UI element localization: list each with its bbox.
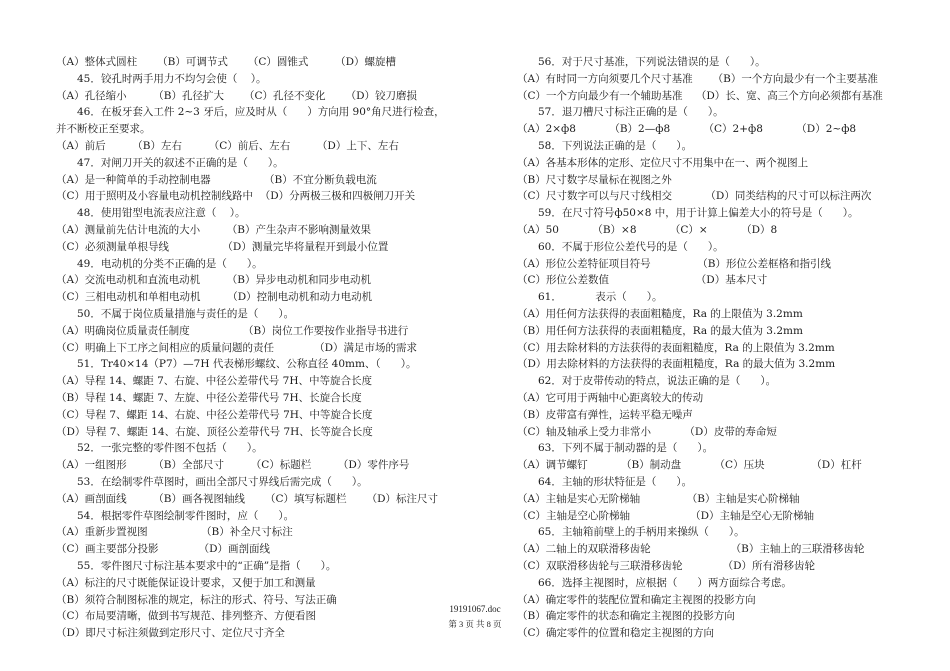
answer-options: （A）一组图形 （B）全部尺寸 （C）标题栏 （D）零件序号: [56, 459, 410, 472]
answer-options: （B）导程 14、螺距 7、左旋、中径公差带代号 7H、长旋合长度: [56, 391, 362, 404]
footer-filename: 19191067.doc: [449, 604, 501, 614]
answer-options: （B）皮带富有弹性，运转平稳无噪声: [517, 408, 693, 421]
question-stem: 60．不属于形位公差代号的是（ ）。: [538, 240, 724, 253]
answer-options: （A）是一种简单的手动控制电器 （B）不宜分断负载电流: [56, 173, 377, 186]
question-stem: 66．选择主视图时，应根据（ ）两方面综合考虑。: [538, 576, 792, 589]
answer-options: （A）孔径缩小 （B）孔径扩大 （C）孔径不变化 （D）铰刀磨损: [56, 89, 418, 102]
question-stem: 51．Tr40×14（P7）—7H 代表梯形螺纹、公称直径 40mm、（ ）。: [77, 358, 417, 371]
answer-options: （A）确定零件的装配位置和确定主视图的投影方向: [517, 593, 756, 606]
question-stem: 64．主轴的形状特征是（ ）。: [538, 475, 693, 488]
right-column: [517, 54, 937, 642]
answer-options: （C）确定零件的位置和稳定主视图的方向: [517, 627, 715, 640]
answer-options: （B）确定零件的状态和确定主视图的投影方向: [517, 610, 735, 623]
answer-options: （C）布局要清晰，做到书写规范、排列整齐、方便看图: [56, 610, 317, 623]
question-stem: 45．铰孔时两手用力不均匀会使（ ）。: [77, 72, 267, 85]
answer-options: （A）导程 14、螺距 7、右旋、中径公差带代号 7H、中等旋合长度: [56, 375, 372, 388]
answer-options: （A）用任何方法获得的表面粗糙度，Ra 的上限值为 3.2mm: [517, 307, 803, 320]
answer-options: （C）必须测量单根导线 （D）测量完毕将量程开到最小位置: [56, 240, 389, 253]
answer-options: （A）有时同一方向须要几个尺寸基准 （B）一个方向最少有一个主要基准: [517, 72, 878, 85]
answer-options: （C）双联滑移齿轮与三联滑移齿轮 （D）所有滑移齿轮: [517, 559, 816, 572]
answer-options: （C）导程 7、螺距 14、右旋、中径公差带代号 7H、中等旋合长度: [56, 408, 373, 421]
answer-options: （A）它可用于两轴中心距离较大的传动: [517, 391, 704, 404]
question-stem: 57．退刀槽尺寸标注正确的是（ ）。: [538, 106, 724, 119]
question-stem: 48．使用钳型电流表应注意（ ）。: [77, 207, 246, 220]
answer-options: （A）前后 （B）左右 （C）前后、左右 （D）上下、左右: [56, 139, 399, 152]
answer-options: （B）用任何方法获得的表面粗糙度，Ra 的最大值为 3.2mm: [517, 324, 803, 337]
answer-options: （C）尺寸数字可以与尺寸线相交 （D）同类结构的尺寸可以标注两次: [517, 190, 872, 203]
answer-options: （C）形位公差数值 （D）基本尺寸: [517, 274, 768, 287]
answer-options: （C）用于照明及小容量电动机控制线路中 （D）分两极三极和四极闸刀开关: [56, 190, 416, 203]
question-stem: 62．对于皮带传动的特点，说法正确的是（ ）。: [538, 375, 777, 388]
answer-options: （A）形位公差特征项目符号 （B）形位公差框格和指引线: [517, 257, 832, 270]
answer-options: （C）三相电动机和单相电动机 （D）控制电动机和动力电动机: [56, 291, 373, 304]
question-stem: 58．下列说法正确的是（ ）。: [538, 139, 693, 152]
answer-options: （A）2×ф8 （B）2—ф8 （C）2+ф8 （D）2~ф8: [517, 123, 857, 136]
answer-options: （A）画剖面线 （B）画各视图轴线 （C）填写标题栏 （D）标注尺寸: [56, 492, 439, 505]
answer-options: （A）二轴上的双联滑移齿轮 （B）主轴上的三联滑移齿轮: [517, 543, 865, 556]
answer-options: （C）用去除材料的方法获得的表面粗糙度，Ra 的上限值为 3.2mm: [517, 341, 835, 354]
answer-options: （D）用去除材料的方法获得的表面粗糙度，Ra 的最大值为 3.2mm: [517, 358, 836, 371]
question-stem: 65．主轴箱前壁上的手柄用来操纵（ ）。: [538, 526, 745, 539]
answer-options: （A）重新步置视图 （B）补全尺寸标注: [56, 526, 293, 539]
answer-options: 并不断校正至要求。: [56, 123, 151, 136]
answer-options: （B）须符合制图标准的规定，标注的形式、符号、写法正确: [56, 593, 337, 606]
question-stem: 49．电动机的分类不正确的是（ ）。: [77, 257, 263, 270]
answer-options: （A）明确岗位质量责任制度 （B）岗位工作要按作业指导书进行: [56, 324, 409, 337]
answer-options: （D）即尺寸标注须做到定形尺寸、定位尺寸齐全: [56, 627, 285, 640]
question-stem: 55．零件图尺寸标注基本要求中的“正确”是指（ ）。: [77, 559, 337, 572]
question-stem: 53．在绘制零件草图时，画出全部尺寸界线后需完成（ ）。: [77, 475, 368, 488]
answer-options: （A）整体式圆柱 （B）可调节式 （C）圆锥式 （D）螺旋槽: [56, 56, 397, 68]
answer-options: （A）各基本形体的定形、定位尺寸不用集中在一、两个视图上: [517, 156, 809, 169]
answer-options: （A）主轴是实心无阶梯轴 （B）主轴是实心阶梯轴: [517, 492, 800, 505]
answer-options: （A）交流电动机和直流电动机 （B）异步电动机和同步电动机: [56, 274, 371, 287]
answer-options: （B）尺寸数字尽量标在视图之外: [517, 173, 672, 186]
question-stem: 56．对于尺寸基准，下列说法错误的是（ ）。: [538, 56, 766, 68]
answer-options: （A）标注的尺寸既能保证设计要求，又便于加工和测量: [56, 576, 316, 589]
question-stem: 61． 表示（ ）。: [538, 291, 663, 304]
question-stem: 59．在尺寸符号ф50×8 中，用于计算上偏差大小的符号是（ ）。: [538, 207, 859, 220]
left-column: [56, 54, 476, 642]
question-stem: 50．不属于岗位质量措施与责任的是（ ）。: [77, 307, 295, 320]
question-stem: 46．在板牙套入工件 2~3 牙后，应及时从（ ）方向用 90°角尺进行检查，: [77, 106, 445, 119]
answer-options: （A）调节螺钉 （B）制动盘 （C）压块 （D）杠杆: [517, 459, 862, 472]
question-stem: 52．一张完整的零件图不包括（ ）。: [77, 442, 263, 455]
footer-page-number: 第 3 页 共 8 页: [448, 619, 502, 629]
answer-options: （C）明确上下工序之间相应的质量问题的责任 （D）满足市场的需求: [56, 341, 418, 354]
answer-options: （C）画主要部分投影 （D）画剖面线: [56, 543, 271, 556]
question-stem: 54．根据零件草图绘制零件图时，应（ ）。: [77, 509, 295, 522]
answer-options: （D）导程 7、螺距 14、右旋、顶径公差带代号 7H、长等旋合长度: [56, 425, 373, 438]
question-stem: 63．下列不属于制动器的是（ ）。: [538, 442, 714, 455]
answer-options: （C）轴及轴承上受力非常小 （D）皮带的寿命短: [517, 425, 777, 438]
answer-options: （C）一个方向最少有一个辅助基准 （D）长、宽、高三个方向必须都有基准: [517, 89, 883, 102]
answer-options: （A）50 （B）×8 （C）× （D）8: [517, 223, 778, 236]
answer-options: （A）测量前先估计电流的大小 （B）产生杂声不影响测量效果: [56, 223, 371, 236]
answer-options: （C）主轴是空心阶梯轴 （D）主轴是空心无阶梯轴: [517, 509, 815, 522]
question-stem: 47．对闸刀开关的叙述不正确的是（ ）。: [77, 156, 284, 169]
